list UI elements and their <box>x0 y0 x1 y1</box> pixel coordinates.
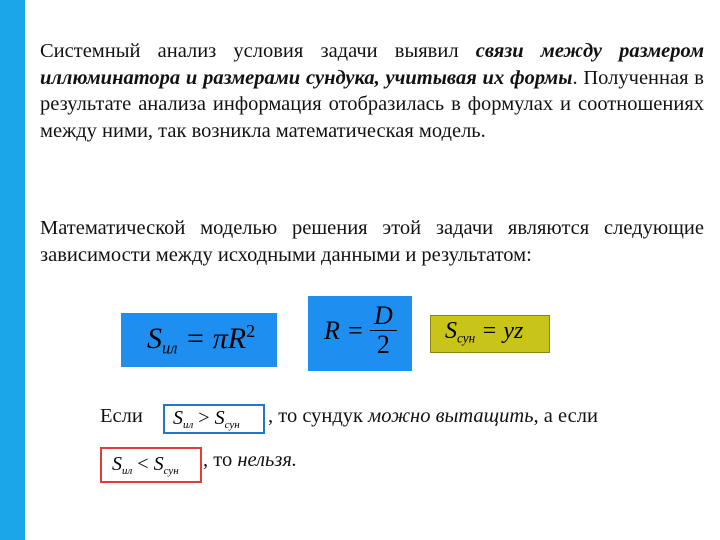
formula-subscript: сун <box>224 418 240 431</box>
formula-rhs: = yz <box>475 318 524 344</box>
formula-symbol: S <box>445 318 457 344</box>
fraction <box>370 302 397 359</box>
condition-result-1 <box>268 405 598 428</box>
formula-condition-greater <box>163 404 265 434</box>
condition-emphasis: можно вытащить <box>368 405 534 427</box>
formula-symbol: S <box>153 453 164 475</box>
fraction-numerator: D <box>370 302 397 331</box>
formula-radius <box>308 296 412 371</box>
formula-subscript: сун <box>163 464 179 477</box>
left-accent-bar <box>0 0 25 540</box>
formula-symbol: S <box>112 453 122 475</box>
formula-superscript: 2 <box>246 321 256 341</box>
formula-condition-less <box>100 447 202 483</box>
condition-text-end: , а если <box>533 405 598 427</box>
formula-rhs: = πR <box>177 321 247 355</box>
condition-if: Если <box>100 405 143 427</box>
formula-operator: < <box>132 453 154 475</box>
paragraph-text-end: . Полученная в результате анализа информация отобразилась в формулах и соотношениях между ними, так возникла математическая модель. <box>40 66 704 142</box>
formula-subscript: ил <box>162 338 178 358</box>
formula-operator: > <box>193 407 215 429</box>
formula-chest-area <box>430 315 550 353</box>
condition-text: , то сундук <box>268 405 369 427</box>
formula-symbol: S <box>147 321 162 355</box>
condition-text: , то <box>203 449 238 471</box>
formula-subscript: ил <box>183 418 194 431</box>
formula-lhs: R = <box>324 315 364 345</box>
formula-symbol: S <box>173 407 183 429</box>
formula-subscript: ил <box>122 464 133 477</box>
paragraph-model: Математической моделью решения этой задачи являются следующие зависимости между исходными данными и результатом: <box>40 217 704 266</box>
paragraph-text: Системный анализ условия задачи выявил <box>40 40 476 62</box>
condition-result-2 <box>203 449 297 472</box>
formula-subscript: сун <box>457 330 476 346</box>
paragraph-emphasis: связи между размером иллюминатора и размерами сундука, учитывая их формы <box>40 40 704 89</box>
paragraph-analysis <box>40 38 704 144</box>
fraction-denominator: 2 <box>376 330 390 359</box>
condition-emphasis: нельзя. <box>237 449 298 471</box>
formula-porthole-area <box>121 313 277 367</box>
formula-symbol: S <box>214 407 225 429</box>
